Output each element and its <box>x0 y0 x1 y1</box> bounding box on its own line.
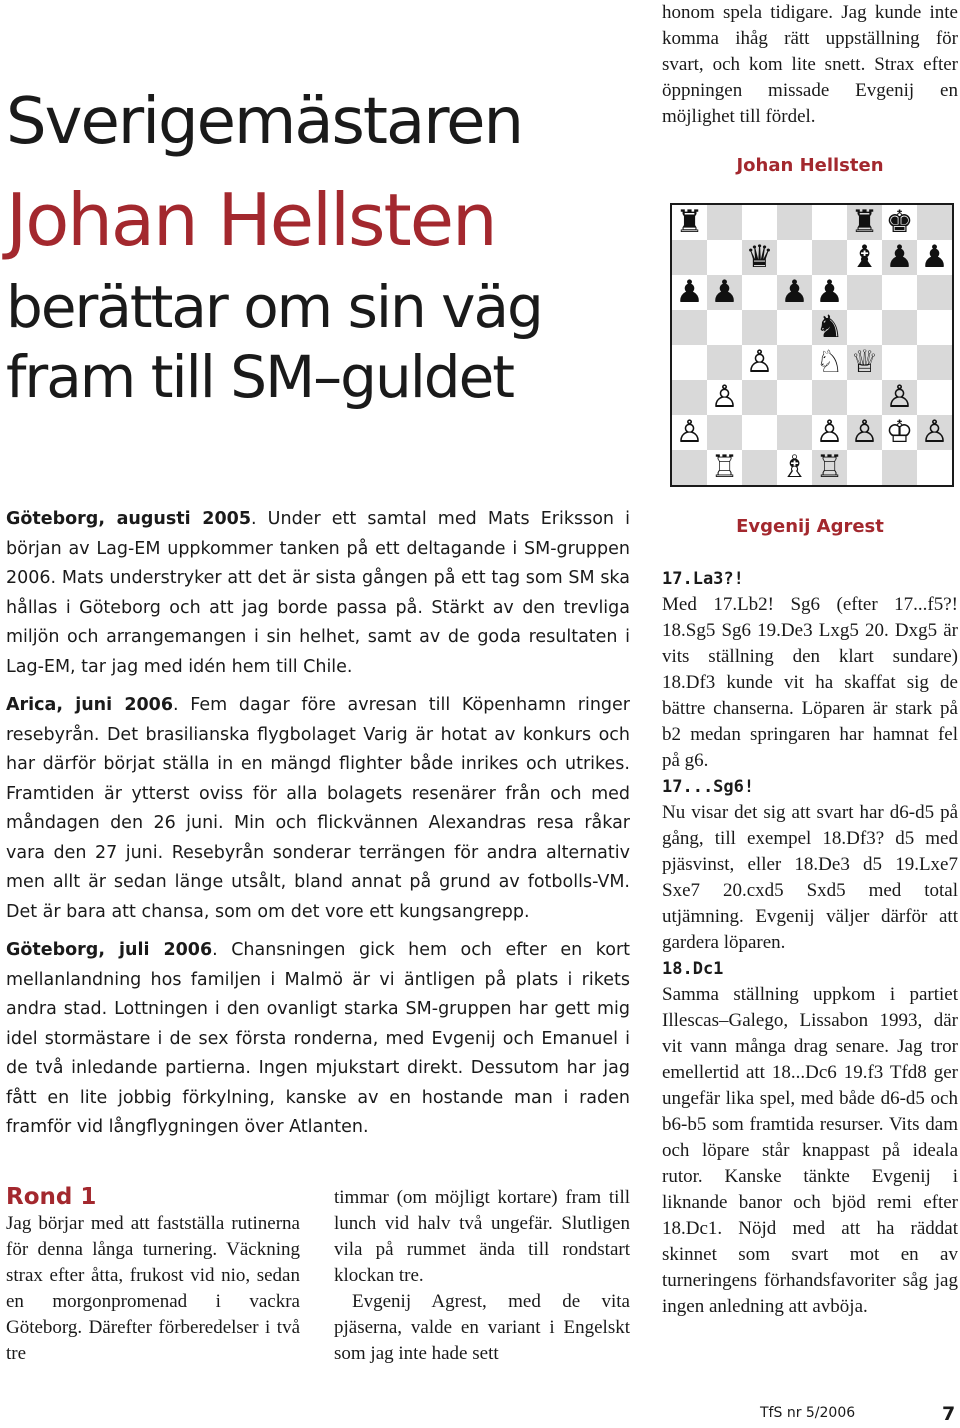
chess-square <box>847 310 882 345</box>
rond-paragraph: timmar (om möjligt kortare) fram till lunch vid halv två ungefär. Slutligen vila på rummet ända till rondstart klockan tre. <box>334 1187 630 1286</box>
chess-square <box>742 310 777 345</box>
chess-square <box>777 345 812 380</box>
chess-piece-square: ♔ <box>882 415 917 450</box>
chess-square <box>812 380 847 415</box>
chess-square <box>672 380 707 415</box>
rond-column-2 <box>334 1185 630 1367</box>
chess-piece-square: ♟ <box>672 275 707 310</box>
move-heading: 17.La3?! <box>662 569 744 589</box>
chess-piece-square: ♛ <box>742 240 777 275</box>
chess-piece-square: ♙ <box>847 415 882 450</box>
rond-column-1 <box>6 1211 300 1367</box>
dateline: Arica, juni 2006 <box>6 695 174 715</box>
analysis-paragraph: Med 17.Lb2! Sg6 (efter 17...f5?! 18.Sg5 Sg6 19.De3 Lxg5 20. Dxg5 är vits ställning den klart sundare) 18.Df3 kunde vit ha skaffat sig de bättre chanserna. Löparen är stark på b2 medan springaren har hamnat fel på g6. <box>662 594 958 771</box>
chess-piece-square: ♟ <box>707 275 742 310</box>
bottom-player-name: Evgenij Agrest <box>736 516 884 537</box>
chess-square <box>847 450 882 485</box>
chess-diagram <box>670 203 954 487</box>
intro-paragraph-3 <box>6 936 630 1143</box>
chess-piece-square: ♚ <box>882 205 917 240</box>
magazine-issue: TfS nr 5/2006 <box>760 1405 856 1421</box>
continued-paragraph: honom spela tidigare. Jag kunde inte komma ihåg rätt uppställning för svart, och kom lite snett. Strax efter öppningen missade Evgenij en möjlighet till fördel. <box>662 2 958 127</box>
chess-square <box>777 310 812 345</box>
chess-square <box>742 275 777 310</box>
headline-line-4: fram till SM–guldet <box>6 343 514 411</box>
chess-square <box>707 310 742 345</box>
chess-piece-square: ♕ <box>847 345 882 380</box>
section-heading: Rond 1 <box>6 1184 97 1210</box>
dateline: Göteborg, juli 2006 <box>6 940 213 960</box>
chess-square <box>777 205 812 240</box>
chess-piece-square: ♘ <box>812 345 847 380</box>
analysis-column <box>662 566 958 1320</box>
intro-paragraph-1 <box>6 505 630 682</box>
chess-square <box>847 275 882 310</box>
right-column-top-text <box>662 0 958 130</box>
rond-paragraph: Evgenij Agrest, med de vita pjäserna, valde en variant i Engelskt som jag inte hade sett <box>334 1291 630 1364</box>
chess-square <box>707 345 742 380</box>
chess-square <box>882 345 917 380</box>
chess-square <box>917 380 952 415</box>
headline-line-1: Sverigemästaren <box>6 85 523 159</box>
paragraph-text: . Under ett samtal med Mats Eriksson i början av Lag-EM uppkommer tanken på ett deltagande i SM-gruppen 2006. Mats understryker att det är sista gången på ett tag som SM ska hållas i Göteborg och att jag borde passa på. Stärkt av den trevliga miljön och arrangemangen i sin helhet, samt av de goda resultaten i Lag-EM, tar jag med idén hem till Chile. <box>6 509 630 677</box>
chess-square <box>777 240 812 275</box>
chess-piece-square: ♟ <box>882 240 917 275</box>
paragraph-text: . Chansningen gick hem och efter en kort mellanlandning hos familjen i Malmö är vi äntligen på plats i rikets andra stad. Lottningen i den ovanligt starka SM-gruppen har gett mig idel stormästare i de sex första ronderna, med Evgenij och Emanuel i de två inledande partierna. Ingen mjukstart direkt. Dessutom har jag fått en lite jobbig förkylning, kanske av en hostande man i raden framför vid långflygningen över Atlanten. <box>6 940 630 1137</box>
chess-piece-square: ♟ <box>812 275 847 310</box>
chess-square <box>672 240 707 275</box>
chess-square <box>672 310 707 345</box>
chess-piece-square: ♖ <box>707 450 742 485</box>
chess-square <box>847 380 882 415</box>
chess-square <box>742 450 777 485</box>
intro-paragraph-2 <box>6 691 630 927</box>
dateline: Göteborg, augusti 2005 <box>6 509 251 529</box>
chess-piece-square: ♗ <box>777 450 812 485</box>
chess-square <box>707 205 742 240</box>
headline-line-3: berättar om sin väg <box>6 273 542 341</box>
chess-square <box>742 380 777 415</box>
chess-square <box>882 450 917 485</box>
chess-square <box>707 240 742 275</box>
chess-piece-square: ♟ <box>777 275 812 310</box>
chess-piece-square: ♟ <box>917 240 952 275</box>
intro-text <box>6 505 630 1152</box>
chess-square <box>777 415 812 450</box>
chess-piece-square: ♙ <box>707 380 742 415</box>
chess-piece-square: ♙ <box>742 345 777 380</box>
top-player-name: Johan Hellsten <box>736 155 884 176</box>
chess-square <box>882 310 917 345</box>
chess-square <box>917 310 952 345</box>
analysis-paragraph: Nu visar det sig att svart har d6-d5 på gång, till exempel 18.Df3? d5 med pjäsvinst, eller 18.De3 d5 19.Lxe7 Sxe7 20.cxd5 Sxd5 med total utjämning. Evgenij väljer därför att gardera löparen. <box>662 802 958 953</box>
chess-square <box>917 450 952 485</box>
paragraph-text: . Fem dagar före avresan till Köpenhamn ringer resebyrån. Det brasilianska flygbolaget Varig är hotat av konkurs och har därför börjat ställa in en mängd flighter både inrikes och utrikes. Framtiden är ytterst oviss för alla bolagets resenärer från och med måndagen den 26 juni. Min och flickvännen Alexandras resa råkar vara den 27 juni. Resebyrån sonderar terrängen för andra alternativ men allt är sedan länge utsålt, bland annat på grund av fotbolls-VM. Det är bara att chansa, som om det vore ett kungsangrepp. <box>6 695 630 922</box>
chess-piece-square: ♙ <box>812 415 847 450</box>
chess-square <box>917 345 952 380</box>
chess-piece-square: ♞ <box>812 310 847 345</box>
chess-piece-square: ♝ <box>847 240 882 275</box>
chess-square <box>777 380 812 415</box>
chess-square <box>742 415 777 450</box>
move-heading: 18.Dc1 <box>662 959 724 979</box>
move-heading: 17...Sg6! <box>662 777 755 797</box>
chess-piece-square: ♜ <box>847 205 882 240</box>
chess-square <box>707 415 742 450</box>
chess-piece-square: ♙ <box>917 415 952 450</box>
chess-piece-square: ♜ <box>672 205 707 240</box>
chess-piece-square: ♖ <box>812 450 847 485</box>
chess-piece-square: ♙ <box>672 415 707 450</box>
chess-square <box>672 345 707 380</box>
page-number: 7 <box>942 1403 956 1425</box>
chess-square <box>917 275 952 310</box>
chess-square <box>812 240 847 275</box>
chess-square <box>742 205 777 240</box>
rond-paragraph: Jag börjar med att fastställa rutinerna för denna långa turnering. Väckning strax efter åtta, frukost vid nio, sedan en morgonpromenad i vackra Göteborg. Därefter förberedelser i två tre <box>6 1213 300 1364</box>
headline-line-2: Johan Hellsten <box>6 178 496 262</box>
chess-square <box>882 275 917 310</box>
chess-square <box>917 205 952 240</box>
analysis-paragraph: Samma ställning uppkom i partiet Illescas–Galego, Lissabon 1993, där vit vann många drag senare. Jag tror emellertid att 18...Dc6 19.f3 Tfd8 ger ungefär lika spel, med både d6-d5 och b6-b5 som framtida resurser. Vits dam och löpare står knappast på ideala rutor. Kanske tänkte Evgenij i liknande banor och bjöd remi efter 18.Dc1. Nöjd med att ha räddat skinnet som svart mot en av turneringens förhandsfavoriter såg jag ingen anledning att avböja. <box>662 984 958 1317</box>
chess-piece-square: ♙ <box>882 380 917 415</box>
chess-square <box>812 205 847 240</box>
chess-square <box>672 450 707 485</box>
